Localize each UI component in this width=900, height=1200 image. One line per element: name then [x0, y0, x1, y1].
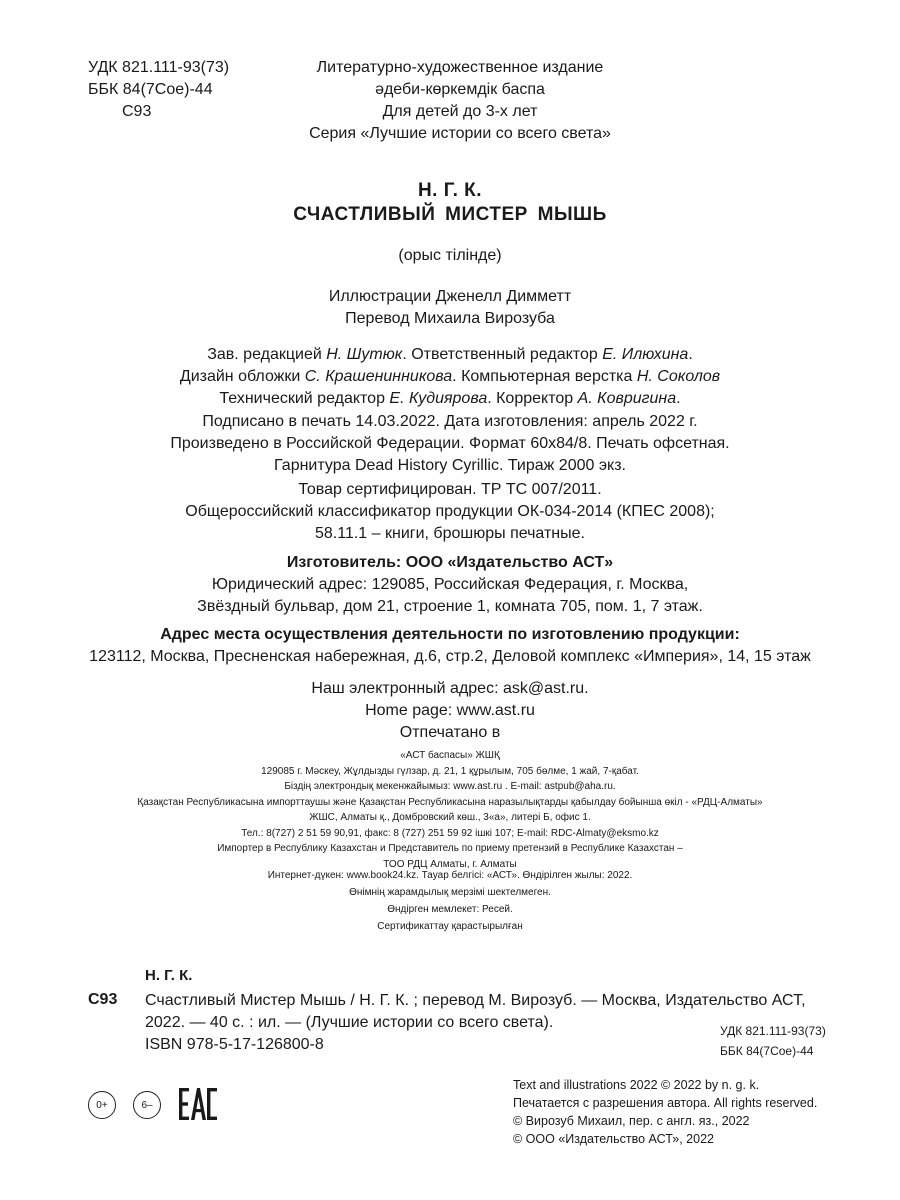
bibliography-text: Счастливый Мистер Мышь / Н. Г. К. ; перевод М. Вирозуб. — Москва, Издательство АСТ, 2022. — 40 с. : ил. — (Лучшие истории со всего света). — [145, 992, 806, 1031]
isbn: ISBN 978-5-17-126800-8 — [145, 1036, 324, 1053]
manufacturer-address-line: Юридический адрес: 129085, Российская Федерация, г. Москва, — [211, 576, 689, 593]
staff-line-2: Дизайн обложки С. Крашенинникова. Компьютерная верстка Н. Соколов — [179, 368, 721, 385]
bbk-code-bottom: ББК 84(7Сое)-44 — [720, 1044, 814, 1058]
kz2-line: Өнімнің жарамдылық мерзімі шектелмеген. — [349, 887, 551, 898]
book-author: Н. Г. К. — [417, 180, 483, 201]
age-0-plus-icon: 0+ — [88, 1091, 116, 1119]
production-address-line: 123112, Москва, Пресненская набережная, д.6, стр.2, Деловой комплекс «Империя», 14, 15 этаж — [89, 648, 811, 665]
staff-credits — [0, 344, 900, 410]
bibliography-author: Н. Г. К. — [145, 967, 193, 984]
kz-line: ЖШС, Алматы қ., Домбровский көш., 3«а», литері Б, офис 1. — [309, 812, 591, 823]
contacts — [0, 678, 900, 744]
illustrations-credit: Иллюстрации Дженелл Димметт — [328, 288, 572, 305]
kazakh-info — [0, 748, 900, 872]
kz2-line: Интернет-дүкен: www.book24.kz. Тауар белгісі: «АСТ». Өндірілген жылы: 2022. — [267, 870, 633, 881]
kz-line: Біздің электрондық мекенжайымыз: www.ast.ru . E-mail: astpub@aha.ru. — [284, 781, 616, 792]
certification — [0, 479, 900, 545]
classification-top — [88, 57, 229, 123]
email-line: Наш электронный адрес: ask@ast.ru. — [311, 680, 589, 697]
author-code: С93 — [122, 103, 152, 120]
eac-mark-icon — [178, 1085, 218, 1123]
certification-line: 58.11.1 – книги, брошюры печатные. — [315, 525, 585, 542]
book-title: СЧАСТЛИВЫЙ МИСТЕР МЫШЬ — [293, 204, 607, 225]
kazakh-info-2 — [0, 867, 900, 935]
printed-at-line: Отпечатано в — [399, 724, 501, 741]
staff-line-3: Технический редактор Е. Кудиярова. Корректор А. Ковригина. — [219, 390, 681, 407]
bibliography-code: С93 — [88, 991, 118, 1008]
print-info-line: Произведено в Российской Федерации. Формат 60x84/8. Печать офсетная. — [170, 435, 730, 452]
kz-line: Импортер в Республику Казахстан и Представитель по приему претензий в Республике Казахстан – — [217, 843, 683, 854]
certification-line: Общероссийский классификатор продукции ОК-034-2014 (КПЕС 2008); — [185, 503, 715, 520]
bbk-code: ББК 84(7Сое)-44 — [88, 81, 213, 98]
print-info-line: Гарнитура Dead History Cyrillic. Тираж 2000 экз. — [274, 457, 626, 474]
credits — [0, 286, 900, 330]
copyright-block — [513, 1076, 817, 1148]
kz2-line: Өндірген мемлекет: Ресей. — [387, 904, 513, 915]
copyright-line: Text and illustrations 2022 © 2022 by n. g. k. — [513, 1078, 760, 1092]
kz2-line: Сертификаттау қарастырылған — [377, 921, 523, 932]
age-note: Для детей до 3-х лет — [382, 103, 538, 120]
manufacturer-address-line: Звёздный бульвар, дом 21, строение 1, комната 705, пом. 1, 7 этаж. — [197, 598, 703, 615]
age-6-minus-icon: 6– — [133, 1091, 161, 1119]
kz-line: 129085 г. Мәскеу, Жұлдызды гүлзар, д. 21, 1 құрылым, 705 бөлме, 1 жай, 7-қабат. — [261, 765, 639, 777]
classification-bottom — [720, 1021, 826, 1061]
certification-line: Товар сертифицирован. ТР ТС 007/2011. — [298, 481, 602, 498]
print-info — [0, 411, 900, 477]
edition-type-kz: әдеби-көркемдік баспа — [375, 81, 545, 98]
udk-code-bottom: УДК 821.111-93(73) — [720, 1024, 826, 1038]
print-info-line: Подписано в печать 14.03.2022. Дата изготовления: апрель 2022 г. — [202, 413, 698, 430]
kz-line: ТОО РДЦ Алматы, г. Алматы — [383, 858, 517, 870]
edition-type: Литературно-художественное издание — [316, 59, 604, 76]
edition-meta — [250, 57, 670, 145]
kz-line: «АСТ баспасы» ЖШҚ — [400, 750, 500, 761]
homepage-line: Home page: www.ast.ru — [365, 702, 535, 719]
staff-line-1: Зав. редакцией Н. Шутюк. Ответственный редактор Е. Илюхина. — [207, 346, 693, 363]
production-address — [0, 624, 900, 668]
kz-line: Тел.: 8(727) 2 51 59 90,91, факс: 8 (727) 251 59 92 ішкі 107; E-mail: RDC-Almaty@eksmo.kz — [241, 827, 659, 839]
language-note: (орыс тілінде) — [398, 247, 502, 264]
kz-line: Қазақстан Республикасына импорттаушы және Қазақстан Республикасына наразылықтарды қабылдау бойынша өкіл - «РДЦ-Алматы» — [137, 796, 763, 808]
copyright-line: Печатается с разрешения автора. All rights reserved. — [513, 1096, 818, 1110]
production-address-heading: Адрес места осуществления деятельности по изготовлению продукции: — [160, 626, 740, 643]
copyright-line: © Вирозуб Михаил, пер. с англ. яз., 2022 — [513, 1114, 750, 1128]
manufacturer-heading: Изготовитель: ООО «Издательство АСТ» — [286, 554, 614, 571]
udk-code: УДК 821.111-93(73) — [88, 59, 230, 76]
manufacturer — [0, 552, 900, 618]
copyright-line: © ООО «Издательство АСТ», 2022 — [513, 1132, 714, 1146]
series-note: Серия «Лучшие истории со всего света» — [309, 125, 611, 142]
translation-credit: Перевод Михаила Вирозуба — [345, 310, 555, 327]
